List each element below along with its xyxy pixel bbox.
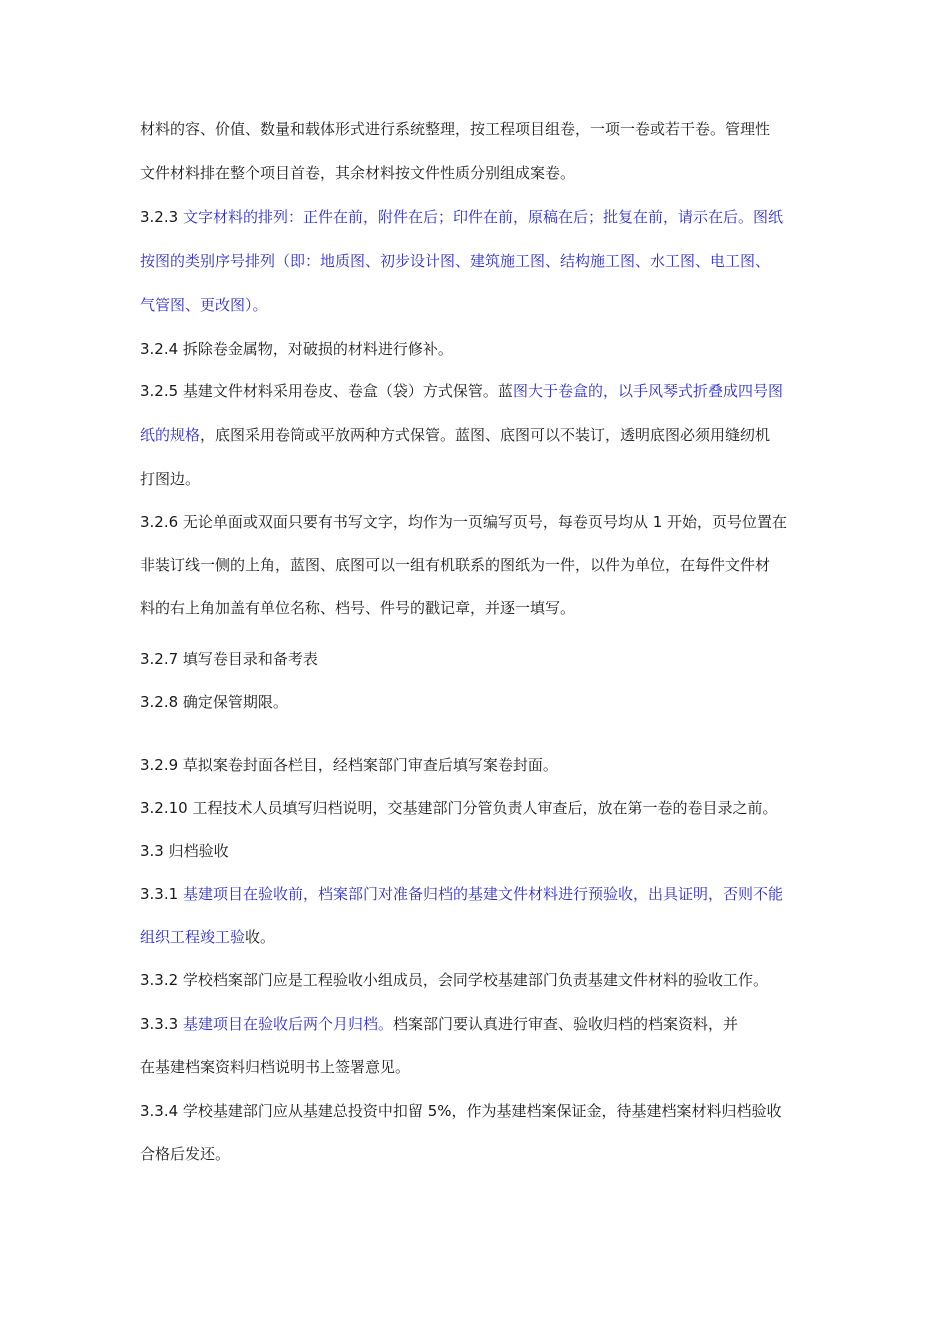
plain-text: ，底图采用卷筒或平放两种方式保管。蓝图、底图可以不装订，透明底图必须用缝纫机: [200, 426, 771, 444]
section-3-3-4-line: 3.3.4 学校基建部门应从基建总投资中扣留 5%，作为基建档案保证金，待基建档案材料归档验收: [140, 1102, 782, 1120]
highlighted-text: 图大于卷盒的，以手风琴式折叠成四号图: [512, 382, 783, 400]
highlighted-text: 基建项目在验收后两个月归档。: [182, 1015, 393, 1033]
highlighted-line: 按图的类别序号排列（即：地质图、初步设计图、建筑施工图、结构施工图、水工图、电工图、: [140, 252, 771, 270]
section-3-3-heading: 3.3 归档验收: [140, 842, 229, 860]
section-3-2-7-line: 3.2.7 填写卷目录和备考表: [140, 650, 318, 668]
section-3-2-3-line: [140, 207, 783, 227]
paragraph-line: 打图边。: [140, 470, 201, 488]
paragraph-line: 料的右上角加盖有单位名称、档号、件号的戳记章，并逐一填写。: [140, 599, 576, 617]
paragraph-line: [140, 927, 275, 947]
section-3-2-4-line: 3.2.4 拆除卷金属物，对破损的材料进行修补。: [140, 340, 453, 358]
section-3-2-8-line: 3.2.8 确定保管期限。: [140, 693, 288, 711]
section-3-2-10-line: 3.2.10 工程技术人员填写归档说明，交基建部门分管负责人审查后，放在第一卷的卷目录之前。: [140, 799, 778, 817]
section-3-3-3-line: [140, 1014, 738, 1034]
section-number: 3.3.1: [140, 885, 183, 903]
section-3-3-2-line: 3.3.2 学校档案部门应是工程验收小组成员，会同学校基建部门负责基建文件材料的验收工作。: [140, 971, 768, 989]
paragraph-line: 材料的容、价值、数量和载体形式进行系统整理，按工程项目组卷，一项一卷或若干卷。管理性: [140, 120, 771, 138]
plain-text: 收。: [245, 928, 276, 946]
highlighted-text: 文字材料的排列：正件在前，附件在后；印件在前，原稿在后；批复在前，请示在后。图纸: [182, 208, 783, 226]
plain-text: 档案部门要认真进行审查、验收归档的档案资料，并: [392, 1015, 738, 1033]
paragraph-line: 合格后发还。: [140, 1145, 231, 1163]
paragraph-line: 文件材料排在整个项目首卷，其余材料按文件性质分别组成案卷。: [140, 164, 576, 182]
plain-text: 3.2.5 基建文件材料采用卷皮、卷盒（袋）方式保管。蓝: [140, 382, 513, 400]
highlighted-text: 组织工程竣工验: [140, 928, 246, 946]
section-3-2-9-line: 3.2.9 草拟案卷封面各栏目，经档案部门审查后填写案卷封面。: [140, 756, 558, 774]
highlighted-text: 基建项目在验收前，档案部门对准备归档的基建文件材料进行预验收，出具证明，否则不能: [182, 885, 783, 903]
section-number: 3.3.3: [140, 1015, 183, 1033]
section-3-2-6-line: 3.2.6 无论单面或双面只要有书写文字，均作为一页编写页号，每卷页号均从 1 开始，页号位置在: [140, 513, 788, 531]
section-number: 3.2.3: [140, 208, 183, 226]
paragraph-line: 非装订线一侧的上角，蓝图、底图可以一组有机联系的图纸为一件，以件为单位，在每件文件材: [140, 556, 771, 574]
highlighted-line: 气管图、更改图）。: [140, 296, 268, 314]
section-3-2-5-line: [140, 381, 783, 401]
paragraph-line: 在基建档案资料归档说明书上签署意见。: [140, 1058, 411, 1076]
section-3-3-1-line: [140, 884, 783, 904]
highlighted-text: 纸的规格: [140, 426, 201, 444]
paragraph-line: [140, 425, 770, 445]
